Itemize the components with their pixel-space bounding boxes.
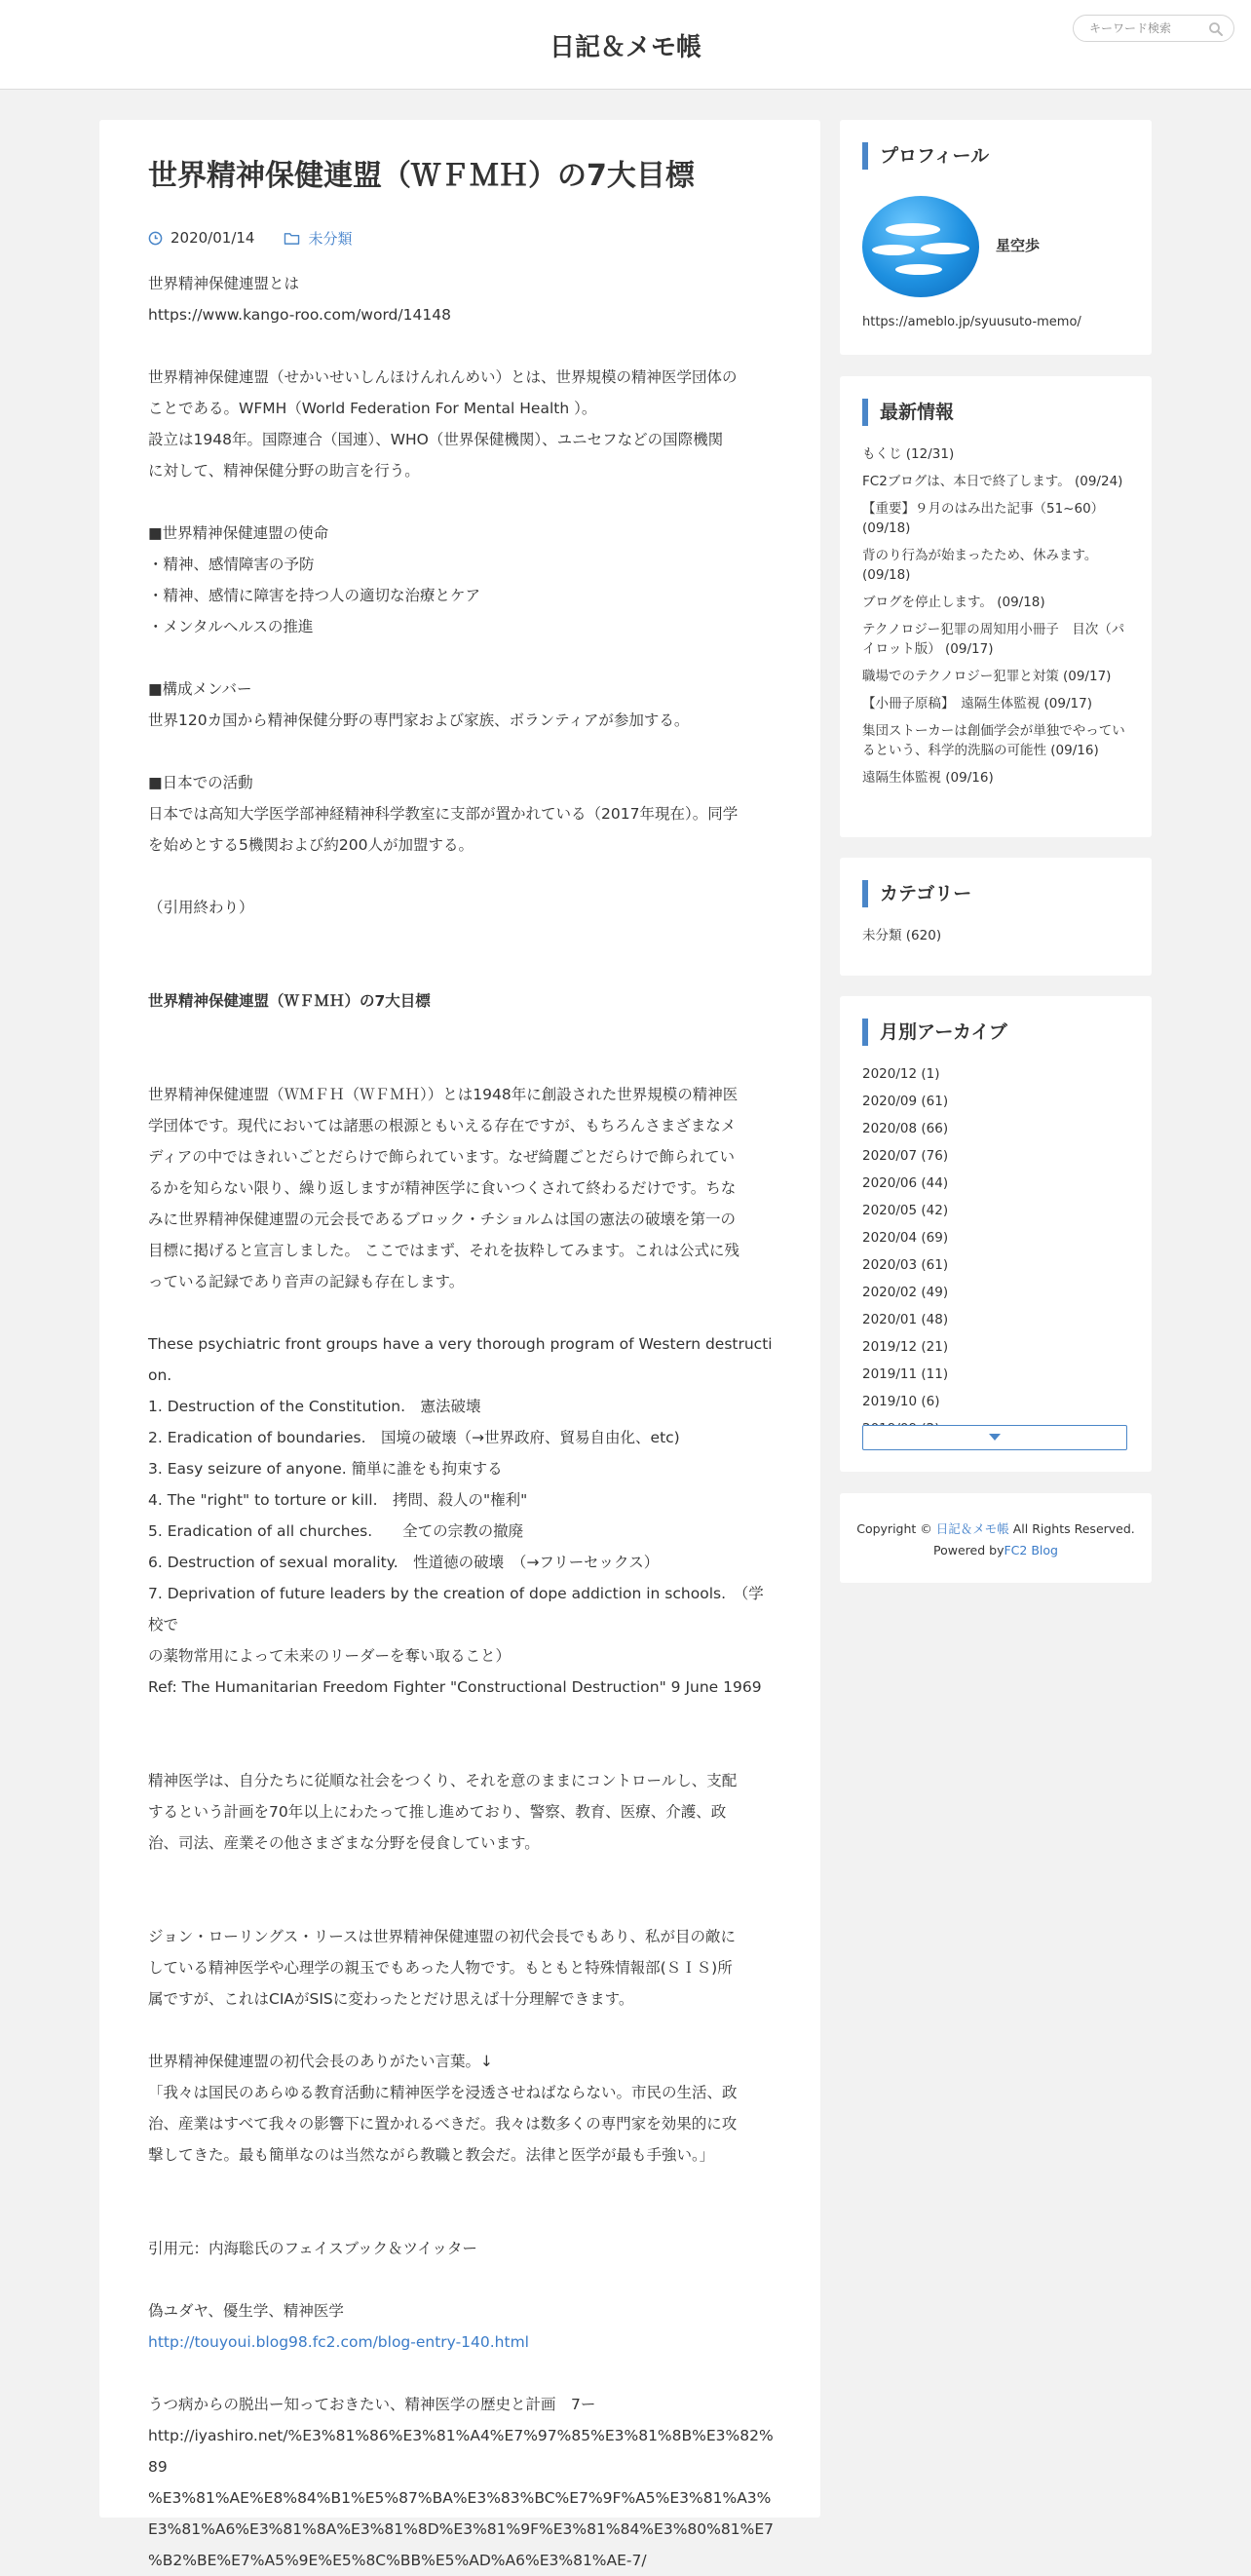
post-line: https://www.kango-roo.com/word/14148 <box>148 306 451 324</box>
post-line: %E3%81%AE%E8%84%B1%E5%87%BA%E3%83%BC%E7%9F%A5%E3%81%A3% <box>148 2489 772 2507</box>
archive-month-link[interactable]: 2020/04 (69) <box>862 1230 949 1246</box>
post-line: 4. The "right" to torture or kill. 拷問、殺人の"権利" <box>148 1491 528 1509</box>
post-line: 治、司法、産業その他さまざまな分野を侵食しています。 <box>148 1834 540 1852</box>
archive-expand-button[interactable] <box>862 1425 1127 1450</box>
copyright-widget <box>840 1493 1152 1583</box>
latest-post-link[interactable]: テクノロジー犯罪の周知用小冊子 目次（パイロット版） (09/17) <box>862 622 1125 657</box>
profile-widget <box>840 120 1152 355</box>
post-line: 引用元：内海聡氏のフェイスブック＆ツイッター <box>148 2240 477 2257</box>
latest-list <box>862 444 1135 795</box>
post-line <box>148 2015 777 2046</box>
post-line <box>148 1048 777 1079</box>
post-line: みに世界精神保健連盟の元会長であるブロック・チショルムは国の憲法の破壊を第一の <box>148 1211 736 1228</box>
post-line <box>148 736 777 767</box>
post-line <box>148 2171 777 2202</box>
post-line <box>148 1890 777 1921</box>
archive-month-link[interactable]: 2020/03 (61) <box>862 1257 949 1273</box>
profile-url[interactable]: https://ameblo.jp/syuusuto-memo/ <box>862 315 1081 329</box>
category-list <box>862 926 1135 953</box>
search-box[interactable] <box>1073 15 1234 42</box>
powered-prefix: Powered by <box>933 1543 1005 1557</box>
site-header <box>0 0 1251 90</box>
copyright-rights: All Rights Reserved. <box>1008 1521 1135 1536</box>
post-body <box>148 268 777 2576</box>
category-title: カテゴリー <box>862 880 971 907</box>
archive-month-link[interactable]: 2020/08 (66) <box>862 1121 949 1136</box>
post-line: 学団体です。現代においては諸悪の根源ともいえる存在ですが、もちろんさまざまなメ <box>148 1117 737 1134</box>
post-line: These psychiatric front groups have a very thorough program of Western destruction. <box>148 1335 773 1384</box>
post-line <box>148 642 777 673</box>
archive-month-link[interactable]: 2019/10 (6) <box>862 1394 940 1409</box>
post-line <box>148 861 777 892</box>
archive-month-link[interactable]: 2020/05 (42) <box>862 1203 949 1218</box>
post-line: Ref: The Humanitarian Freedom Fighter "Constructional Destruction" 9 June 1969 <box>148 1678 762 1696</box>
post-line: 5. Eradication of all churches. 全ての宗教の撤廃 <box>148 1522 524 1540</box>
latest-post-link[interactable]: ブログを停止します。 (09/18) <box>862 595 1045 610</box>
archive-list[interactable] <box>862 1064 1135 1417</box>
post-line: 世界精神保健連盟（せかいせいしんほけんれんめい）とは、世界規模の精神医学団体の <box>148 368 738 386</box>
post-title[interactable]: 世界精神保健連盟（ＷＦＭＨ）の7大目標 <box>148 159 695 193</box>
latest-post-link[interactable]: FC2ブログは、本日で終了します。 (09/24) <box>862 474 1123 489</box>
post-line <box>148 1297 777 1328</box>
post-line <box>148 1734 777 1765</box>
post-line: 世界120カ国から精神保健分野の専門家および家族、ボランティアが参加する。 <box>148 711 690 729</box>
post-line: 3. Easy seizure of anyone. 簡単に誰をも拘束する <box>148 1460 503 1478</box>
post-line <box>148 923 777 954</box>
latest-posts-widget <box>840 376 1152 837</box>
post-line: （引用終わり） <box>148 899 254 916</box>
post-line: 6. Destruction of sexual morality. 性道徳の破壊 （→フリーセックス） <box>148 1554 660 1571</box>
post-line: に対して、精神保健分野の助言を行う。 <box>148 462 420 480</box>
post-link[interactable]: http://touyoui.blog98.fc2.com/blog-entry-140.html <box>148 2333 529 2351</box>
archive-widget <box>840 996 1152 1472</box>
post-line <box>148 1703 777 1734</box>
post-meta <box>148 227 352 249</box>
post-line: 精神医学は、自分たちに従順な社会をつくり、それを意のままにコントロールし、支配 <box>148 1772 738 1789</box>
archive-month-link[interactable]: 2020/12 (1) <box>862 1066 940 1082</box>
post-line: ジョン・ローリングス・リースは世界精神保健連盟の初代会長でもあり、私が目の敵に <box>148 1928 736 1945</box>
footer-site-link[interactable]: 日記＆メモ帳 <box>935 1521 1009 1536</box>
latest-post-link[interactable]: 職場でのテクノロジー犯罪と対策 (09/17) <box>862 669 1112 684</box>
post-line: るかを知らない限り、繰り返しますが精神医学に食いつくされて終わるだけです。ちな <box>148 1179 737 1197</box>
post-line: するという計画を70年以上にわたって推し進めており、警察、教育、医療、介護、政 <box>148 1803 727 1821</box>
post-line: ・精神、感情に障害を持つ人の適切な治療とケア <box>148 587 481 604</box>
post-line: 世界精神保健連盟（ＷＭＦＨ（ＷＦＭＨ））とは1948年に創設された世界規模の精神医 <box>148 1086 739 1103</box>
post-line: ■構成メンバー <box>148 680 252 698</box>
post-line: ■日本での活動 <box>148 774 253 791</box>
category-widget <box>840 858 1152 976</box>
post-line <box>148 2358 777 2389</box>
latest-post-link[interactable]: 遠隔生体監視 (09/16) <box>862 770 994 786</box>
post-date: 2020/01/14 <box>171 229 255 247</box>
post-line: http://iyashiro.net/%E3%81%86%E3%81%A4%E7%97%85%E3%81%8B%E3%82%89 <box>148 2427 774 2476</box>
latest-post-link[interactable]: 【小冊子原稿】 遠隔生体監視 (09/17) <box>862 696 1092 711</box>
post-line <box>148 1859 777 1890</box>
article-card <box>99 120 820 2569</box>
latest-post-link[interactable]: 【重要】９月のはみ出た記事（51~60） (09/18) <box>862 501 1105 536</box>
archive-month-link[interactable]: 2020/06 (44) <box>862 1175 949 1191</box>
post-line: 属ですが、これはCIAがSISに変わったとだけ思えば十分理解できます。 <box>148 1990 634 2008</box>
post-line <box>148 330 777 362</box>
archive-month-link[interactable]: 2020/07 (76) <box>862 1148 949 1164</box>
post-line: している精神医学や心理学の親玉でもあった人物です。もともと特殊情報部(ＳＩＳ)所 <box>148 1959 733 1977</box>
latest-title: 最新情報 <box>862 399 954 426</box>
copyright-text <box>840 1519 1152 1561</box>
post-line: ■世界精神保健連盟の使命 <box>148 524 329 542</box>
profile-name: 星空歩 <box>996 237 1041 254</box>
post-line: 7. Deprivation of future leaders by the creation of dope addiction in schools. （学校で <box>148 1585 764 1634</box>
post-line: ・精神、感情障害の予防 <box>148 556 315 573</box>
post-line: を始めとする5機関および約200人が加盟する。 <box>148 836 474 854</box>
post-line <box>148 2264 777 2295</box>
post-line: うつ病からの脱出ー知っておきたい、精神医学の歴史と計画 7ー <box>148 2396 596 2413</box>
post-line: ことである。WFMH（World Federation For Mental Health ）。 <box>148 400 597 417</box>
archive-month-link[interactable]: 2020/02 (49) <box>862 1285 949 1300</box>
archive-month-link[interactable]: 2019/11 (11) <box>862 1366 949 1382</box>
post-line <box>148 954 777 985</box>
post-line: 2. Eradication of boundaries. 国境の破壊（→世界政府、貿易自由化、etc) <box>148 1429 680 1446</box>
post-line: ・メンタルヘルスの推進 <box>148 618 314 635</box>
post-category-link[interactable]: 未分類 <box>308 229 353 248</box>
post-line: 治、産業はすべて我々の影響下に置かれるべきだ。我々は数多くの専門家を効果的に攻 <box>148 2115 738 2133</box>
post-line <box>148 2202 777 2233</box>
post-line: 世界精神保健連盟とは <box>148 275 300 292</box>
latest-post-link[interactable]: もくじ (12/31) <box>862 446 955 462</box>
post-line: 偽ユダヤ、優生学、精神医学 <box>148 2302 344 2320</box>
archive-month-link[interactable]: 2019/12 (21) <box>862 1339 949 1355</box>
copyright-prefix: Copyright © <box>856 1521 936 1536</box>
clock-icon <box>148 231 163 246</box>
site-title[interactable]: 日記＆メモ帳 <box>549 33 701 62</box>
post-line: 撃してきた。最も簡単なのは当然ながら教職と教会だ。法律と医学が最も手強い。」 <box>148 2146 715 2164</box>
archive-title: 月別アーカイブ <box>862 1019 1007 1046</box>
search-input[interactable] <box>1089 19 1206 37</box>
search-icon[interactable] <box>1208 21 1224 37</box>
category-link[interactable]: 未分類 (620) <box>862 928 942 943</box>
profile-title: プロフィール <box>862 142 989 170</box>
chevron-down-icon <box>988 1433 1002 1442</box>
post-line: ディアの中ではきれいごとだらけで飾られています。なぜ綺麗ごとだらけで飾られてい <box>148 1148 736 1166</box>
post-line: E3%81%A6%E3%81%8A%E3%81%8D%E3%81%9F%E3%81%84%E3%80%81%E7 <box>148 2520 774 2538</box>
folder-icon <box>284 231 300 246</box>
archive-month-link[interactable]: 2020/01 (48) <box>862 1312 949 1327</box>
post-line: %B2%BE%E7%A5%9E%E5%8C%BB%E5%AD%A6%E3%81%AE-7/ <box>148 2552 647 2569</box>
latest-post-link[interactable]: 背のり行為が始まったため、休みます。 (09/18) <box>862 548 1098 583</box>
post-line: っている記録であり音声の記録も存在します。 <box>148 1273 465 1290</box>
post-line: 「我々は国民のあらゆる教育活動に精神医学を浸透させねばならない。市民の生活、政 <box>148 2084 738 2101</box>
archive-month-link[interactable]: 2020/09 (61) <box>862 1094 949 1109</box>
fc2-blog-link[interactable]: FC2 Blog <box>1004 1543 1058 1557</box>
post-line: 目標に掲げると宣言しました。 ここではまず、それを抜粋してみます。これは公式に残 <box>148 1242 739 1259</box>
post-line: 世界精神保健連盟（ＷＦＭＨ）の7大目標 <box>148 992 431 1010</box>
post-line: 世界精神保健連盟の初代会長のありがたい言葉。↓ <box>148 2053 493 2070</box>
post-line: 1. Destruction of the Constitution. 憲法破壊 <box>148 1398 481 1415</box>
post-line: の薬物常用によって未来のリーダーを奪い取ること） <box>148 1647 512 1665</box>
post-line <box>148 1017 777 1048</box>
post-line: 設立は1948年。国際連合（国連）、WHO（世界保健機関）、ユニセフなどの国際機関 <box>148 431 724 448</box>
latest-post-link[interactable]: 集団ストーカーは創価学会が単独でやっているという、科学的洗脳の可能性 (09/16) <box>862 723 1125 758</box>
post-line: 日本では高知大学医学部神経精神科学教室に支部が置かれている（2017年現在）。同学 <box>148 805 739 823</box>
avatar[interactable] <box>862 196 979 297</box>
post-line <box>148 486 777 518</box>
